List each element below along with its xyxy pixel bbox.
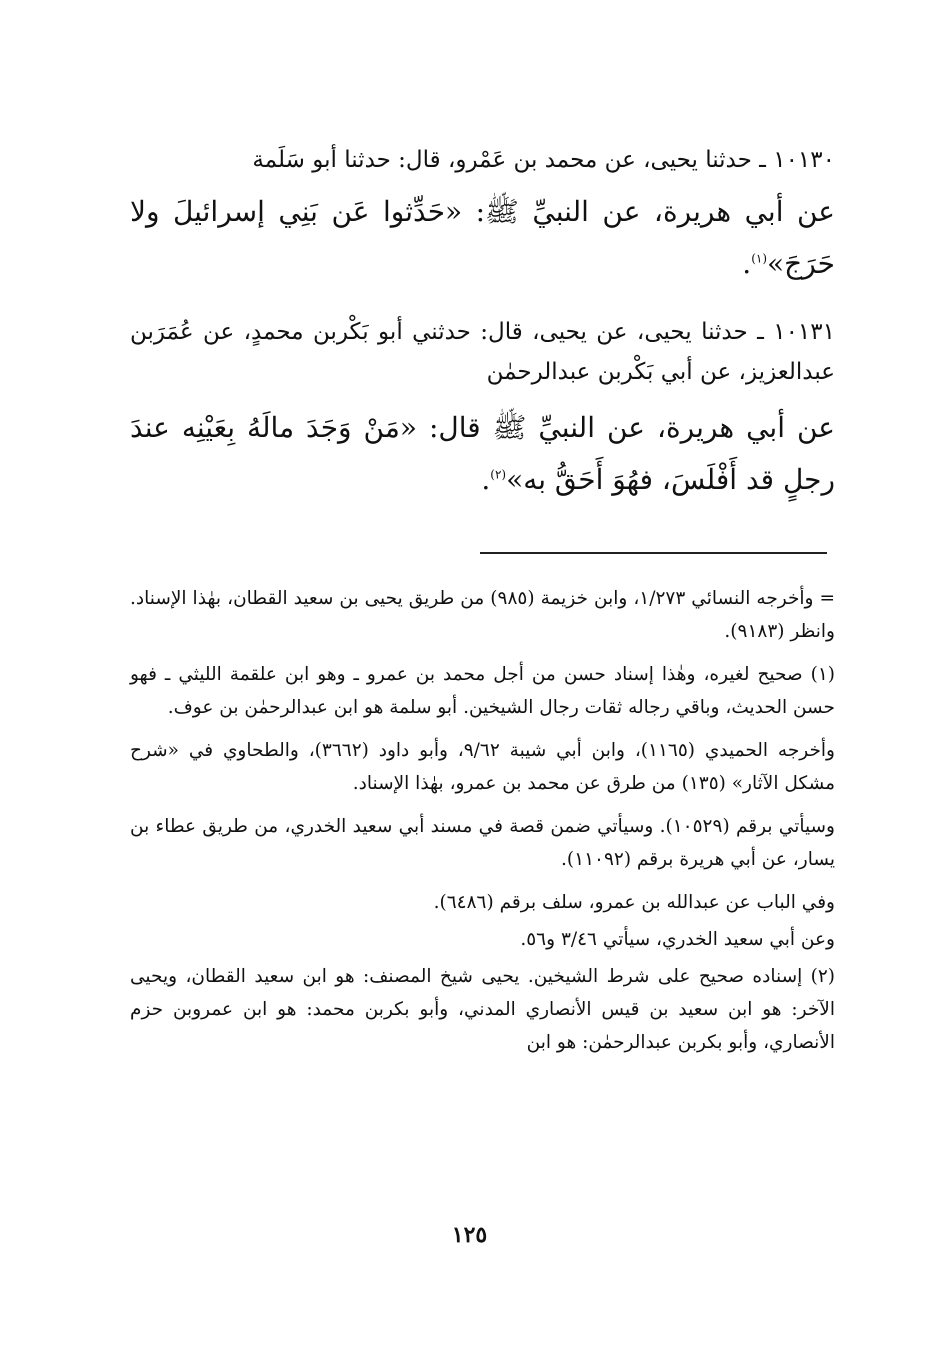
sentence-end: .	[742, 247, 752, 280]
footnote-paragraph: وسيأتي برقم (١٠٥٢٩). وسيأتي ضمن قصة في مسند أبي سعيد الخدري، من طريق عطاء بن يسار، عن أبي هريرة برقم (١١٠٩٢).	[130, 816, 835, 870]
footnote-mark: (٢)	[490, 467, 507, 482]
hadith-chain: ١٠١٣٠ ـ حدثنا يحيى، عن محمد بن عَمْرو، قال: حدثنا أبو سَلَمة	[252, 147, 835, 173]
footnote-continuation: = وأخرجه النسائي ١/٢٧٣، وابن خزيمة (٩٨٥) من طريق يحيى بن سعيد القطان، بهٰذا الإسناد. وانظر (٩١٨٣).	[130, 588, 835, 642]
footnote-separator	[480, 552, 827, 554]
footnote-2: (٢) إسناده صحيح على شرط الشيخين. يحيى شيخ المصنف: هو ابن سعيد القطان، ويحيى الآخر: هو ابن سعيد بن قيس الأنصاري المدني، وأبو بكربن محمد: هو ابن عمروبن حزم الأنصاري، وأبو بكربن عبدالرحمٰن: هو ابن	[130, 966, 835, 1053]
hadith-chain: ١٠١٣١ ـ حدثنا يحيى، عن يحيى، قال: حدثني أبو بَكْربن محمدٍ، عن عُمَرَبن عبدالعزيز، عن أبي بَكْربن عبدالرحمٰن	[130, 319, 835, 385]
hadith-matn	[130, 186, 835, 290]
hadith-matn	[130, 402, 835, 506]
footnotes	[130, 582, 835, 1069]
hadith-matn-text: عن أبي هريرة، عن النبيِّ ﷺ قال: «مَنْ وَجَدَ مالَهُ بِعَيْنِه عندَ رجلٍ قد أَفْلَسَ، فهُوَ أَحَقُّ به»	[130, 411, 835, 496]
page-number: ١٢٥	[451, 1222, 488, 1248]
footnote-paragraph: وأخرجه الحميدي (١١٦٥)، وابن أبي شيبة ٩/٦٢، وأبو داود (٣٦٦٢)، والطحاوي في «شرح مشكل الآثار» (١٣٥) من طرق عن محمد بن عمرو، بهٰذا الإسناد.	[130, 740, 835, 794]
footnote-1: (١) صحيح لغيره، وهٰذا إسناد حسن من أجل محمد بن عمرو ـ وهو ابن علقمة الليثي ـ فهو حسن الحديث، وباقي رجاله ثقات رجال الشيخين. أبو سلمة هو ابن عبدالرحمٰن بن عوف.	[130, 664, 835, 718]
main-text	[130, 140, 835, 506]
sentence-end: .	[481, 463, 491, 496]
hadith-10131	[130, 312, 835, 506]
footnote-mark: (١)	[751, 251, 768, 266]
footnote-paragraph: وعن أبي سعيد الخدري، سيأتي ٣/٤٦ و٥٦.	[520, 929, 835, 950]
hadith-matn-text: عن أبي هريرة، عن النبيِّ ﷺ: «حَدِّثوا عَن بَنِي إسرائيلَ ولا حَرَجَ»	[130, 195, 835, 280]
footnote-paragraph: وفي الباب عن عبدالله بن عمرو، سلف برقم (٦٤٨٦).	[433, 892, 835, 913]
hadith-10130	[130, 140, 835, 290]
